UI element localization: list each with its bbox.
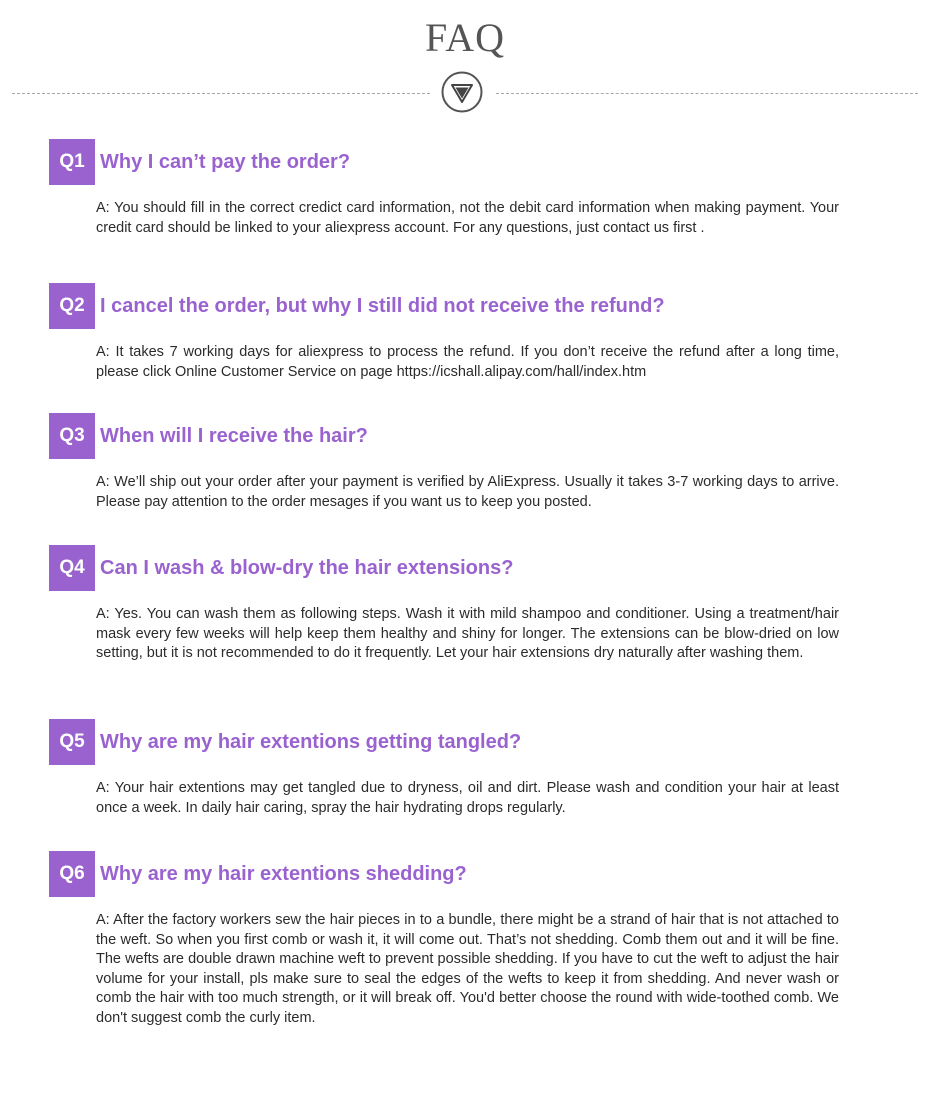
faq-item-1	[49, 139, 849, 238]
question-number-badge: Q3	[49, 413, 95, 459]
question-text: When will I receive the hair?	[100, 425, 368, 447]
answer-text: A: After the factory workers sew the hair pieces in to a bundle, there might be a strand of hair that is not attached to the weft. So when you first comb or wash it, it will come out. That’s not shedding. Comb them out and it will be fine. The wefts are double drawn machine weft to prevent possible shedding. If you have to cut the weft to adjust the hair volume for your install, pls make sure to seal the edges of the wefts to keep it from shedding. And never wash or comb the hair with too much strength, or it will break off. You'd better choose the round with wide-toothed comb. We don't suggest comb the curly item.	[96, 912, 839, 1026]
question-number-badge: Q4	[49, 545, 95, 591]
question-text: Why are my hair extentions shedding?	[100, 863, 467, 885]
question-number-badge: Q5	[49, 719, 95, 765]
page-title: FAQ	[424, 15, 506, 60]
divider-left	[12, 93, 430, 94]
question-row	[49, 139, 849, 185]
divider-right	[496, 93, 918, 94]
faq-item-3	[49, 413, 849, 512]
question-text: Why are my hair extentions getting tangled?	[100, 731, 522, 753]
question-text: Can I wash & blow-dry the hair extensions?	[100, 557, 514, 579]
question-row	[49, 283, 849, 329]
question-number-badge: Q2	[49, 283, 95, 329]
question-row	[49, 851, 849, 897]
question-number-badge: Q1	[49, 139, 95, 185]
question-row	[49, 719, 849, 765]
question-text: I cancel the order, but why I still did not receive the refund?	[100, 295, 665, 317]
chevron-down-icon	[441, 71, 483, 113]
question-number-badge: Q6	[49, 851, 95, 897]
faq-item-5	[49, 719, 849, 818]
answer-text: A: Your hair extentions may get tangled due to dryness, oil and dirt. Please wash and condition your hair at least once a week. In daily hair caring, spray the hair hydrating drops regularly.	[96, 780, 839, 816]
answer-text: A: We’ll ship out your order after your payment is verified by AliExpress. Usually it takes 3-7 working days to arrive. Please pay attention to the order mesages if you want us to keep you posted.	[96, 474, 839, 510]
question-text: Why I can’t pay the order?	[100, 151, 351, 173]
question-row	[49, 545, 849, 591]
faq-item-4	[49, 545, 849, 664]
answer-text: A: It takes 7 working days for aliexpress to process the refund. If you don’t receive the refund after a long time, please click Online Customer Service on page https://icshall.alipay.com/hall/index.htm	[96, 344, 839, 380]
answer-text: A: You should fill in the correct credict card information, not the debit card information when making payment. Your credit card should be linked to your aliexpress account. For any questions, just contact us first .	[96, 200, 839, 236]
answer-text: A: Yes. You can wash them as following steps. Wash it with mild shampoo and conditioner. Using a treatment/hair mask every few weeks will help keep them healthy and shiny for longer. The extensions can be blow-dried on low setting, but it is not recommended to do it frequently. Let your hair extensions dry naturally after washing them.	[96, 606, 839, 661]
faq-item-2	[49, 283, 849, 382]
question-row	[49, 413, 849, 459]
faq-item-6	[49, 851, 849, 1028]
